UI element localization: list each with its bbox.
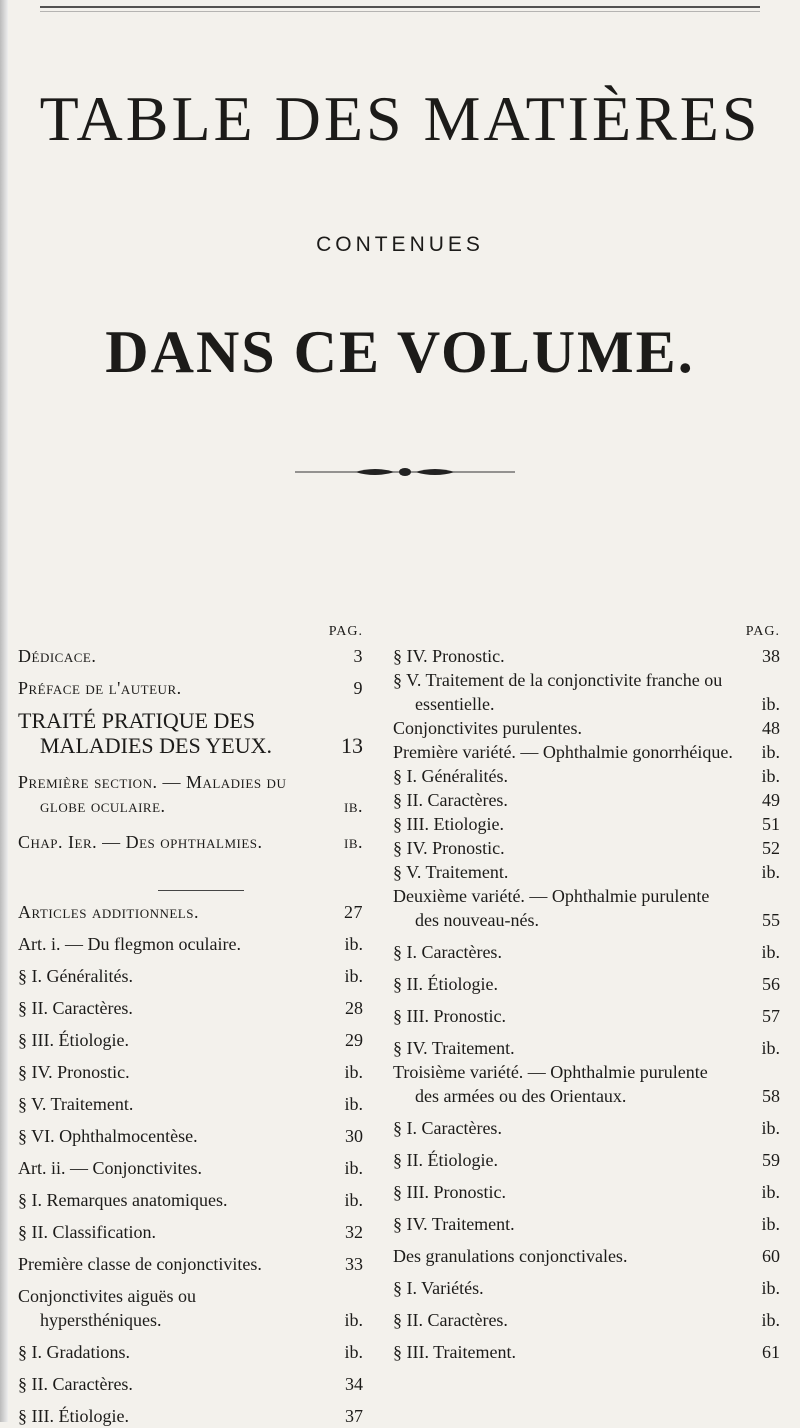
page-title-secondary: DANS CE VOLUME. [105, 319, 695, 385]
toc-entry-label: Dédicace. [18, 646, 97, 666]
toc-entry-label: § II. Caractères. [18, 1374, 133, 1394]
toc-entry[interactable] [393, 1276, 780, 1300]
toc-entry[interactable] [393, 812, 780, 836]
toc-entry[interactable] [393, 836, 780, 860]
toc-entry-page: 51 [762, 814, 780, 834]
toc-entry-page: ib. [761, 1214, 780, 1234]
toc-entry-label: § I. Caractères. [393, 942, 502, 962]
pag-column-heading: PAG. [328, 624, 363, 639]
toc-entry-label: § II. Classification. [18, 1222, 156, 1242]
toc-entry-page: 34 [345, 1374, 363, 1394]
toc-entry[interactable] [18, 1156, 363, 1180]
toc-entry-page: ib. [344, 1190, 363, 1210]
toc-entry-label: Première variété. — Ophthalmie gonorrhéique. [393, 742, 733, 762]
toc-entry-page: 52 [762, 838, 780, 858]
toc-entry-label: Troisième variété. — Ophthalmie purulente des armées ou des Orientaux. [393, 1062, 708, 1106]
toc-entry-label: § V. Traitement. [18, 1094, 134, 1114]
toc-entry[interactable] [18, 996, 363, 1020]
toc-entry[interactable] [18, 830, 363, 854]
toc-entry-page: 55 [762, 910, 780, 930]
page-title: TABLE DES MATIÈRES [39, 83, 761, 154]
toc-entry-page: 61 [762, 1342, 780, 1362]
toc-entry-page: 49 [762, 790, 780, 810]
page-subtitle: CONTENUES [316, 233, 484, 256]
toc-entry-page: 30 [345, 1126, 363, 1146]
toc-entry-page: ib. [344, 1342, 363, 1362]
toc-entry-page: 29 [345, 1030, 363, 1050]
toc-entry[interactable] [393, 740, 780, 764]
toc-entry[interactable] [393, 1116, 780, 1140]
toc-entry-page: ib. [761, 766, 780, 786]
toc-entry[interactable] [393, 1004, 780, 1028]
toc-entry-page: ib. [761, 1278, 780, 1298]
toc-entry[interactable] [18, 932, 363, 956]
toc-entry[interactable] [18, 770, 363, 818]
toc-entry-page: ib. [344, 1094, 363, 1114]
toc-entry-label: § I. Caractères. [393, 1118, 502, 1138]
toc-entry-label: § V. Traitement de la conjonctivite franche ou essentielle. [393, 670, 723, 714]
toc-entry[interactable] [393, 716, 780, 740]
toc-entry-label: § III. Traitement. [393, 1342, 516, 1362]
toc-entry[interactable] [18, 1028, 363, 1052]
toc-entry-page: ib. [344, 796, 363, 816]
toc-entry-page: 28 [345, 998, 363, 1018]
toc-entry[interactable] [393, 884, 780, 932]
toc-entry-label: § III. Etiologie. [393, 814, 504, 834]
toc-entry-label: Conjonctivites purulentes. [393, 718, 582, 738]
toc-entry-label: Art. ii. — Conjonctivites. [18, 1158, 202, 1178]
toc-entry-label: Articles additionnels. [18, 902, 199, 922]
toc-entry-label: Art. i. — Du flegmon oculaire. [18, 934, 241, 954]
toc-entry[interactable] [18, 1372, 363, 1396]
toc-entry-page: 58 [762, 1086, 780, 1106]
toc-entry-page: 32 [345, 1222, 363, 1242]
toc-entry[interactable] [393, 1308, 780, 1332]
toc-entry[interactable] [393, 1060, 780, 1108]
toc-entry[interactable] [18, 900, 363, 924]
toc-entry[interactable] [18, 1220, 363, 1244]
toc-entry-label: § III. Étiologie. [18, 1406, 129, 1426]
toc-entry[interactable] [18, 1092, 363, 1116]
toc-entry-page: ib. [761, 1182, 780, 1202]
toc-entry-label: § III. Étiologie. [18, 1030, 129, 1050]
toc-entry-label: Conjonctivites aiguës ou hypersthéniques. [18, 1286, 196, 1330]
toc-entry-page: 3 [353, 646, 363, 666]
toc-entry[interactable] [393, 860, 780, 884]
toc-entry-label: Deuxième variété. — Ophthalmie purulente des nouveau-nés. [393, 886, 710, 930]
toc-entry-label: Chap. Ier. — Des ophthalmies. [18, 832, 263, 852]
toc-entry[interactable] [18, 708, 363, 758]
toc-entry-label: § IV. Traitement. [393, 1214, 515, 1234]
toc-entry-page: 13 [341, 733, 363, 758]
toc-entry-label: § I. Remarques anatomiques. [18, 1190, 228, 1210]
section-divider [158, 890, 244, 891]
toc-entry-page: ib. [344, 1158, 363, 1178]
toc-entry-label: § V. Traitement. [393, 862, 509, 882]
toc-entry-page: ib. [344, 934, 363, 954]
toc-entry-label: Des granulations conjonctivales. [393, 1246, 628, 1266]
toc-entry-label: § IV. Traitement. [393, 1038, 515, 1058]
toc-entry-label: § IV. Pronostic. [393, 838, 505, 858]
toc-entry[interactable] [393, 1244, 780, 1268]
toc-entry-label: § I. Généralités. [18, 966, 133, 986]
toc-entry-page: ib. [344, 1062, 363, 1082]
toc-entry[interactable] [18, 964, 363, 988]
toc-entry-page: ib. [761, 742, 780, 762]
toc-entry-label: § III. Pronostic. [393, 1182, 506, 1202]
toc-entry-label: § I. Variétés. [393, 1278, 484, 1298]
pag-column-heading: PAG. [745, 624, 780, 639]
toc-entry[interactable] [393, 1036, 780, 1060]
toc-entry-page: 38 [762, 646, 780, 666]
toc-entry[interactable] [18, 1340, 363, 1364]
toc-entry[interactable] [393, 972, 780, 996]
toc-entry-label: Première section. — Maladies du globe oculaire. [18, 772, 287, 816]
toc-entry[interactable] [18, 1404, 363, 1428]
toc-entry-page: 9 [353, 678, 363, 698]
toc-entry-page: ib. [344, 1310, 363, 1330]
toc-entry-page: ib. [344, 966, 363, 986]
toc-entry-page: 33 [345, 1254, 363, 1274]
toc-entry-label: § IV. Pronostic. [18, 1062, 130, 1082]
top-border-rule-thin [40, 11, 760, 12]
toc-entry-label: § II. Étiologie. [393, 1150, 498, 1170]
toc-entry-label: § VI. Ophthalmocentèse. [18, 1126, 198, 1146]
toc-entry[interactable] [18, 644, 363, 668]
toc-right-column [393, 620, 780, 1364]
toc-entry-label: § III. Pronostic. [393, 1006, 506, 1026]
toc-entry-label: § II. Étiologie. [393, 974, 498, 994]
toc-entry[interactable] [393, 1212, 780, 1236]
toc-entry[interactable] [393, 644, 780, 668]
toc-entry[interactable] [18, 1188, 363, 1212]
toc-entry[interactable] [18, 1124, 363, 1148]
toc-entry-page: 56 [762, 974, 780, 994]
toc-entry[interactable] [393, 764, 780, 788]
toc-entry-label: § II. Caractères. [393, 1310, 508, 1330]
toc-entry[interactable] [18, 1252, 363, 1276]
toc-entry-page: ib. [761, 694, 780, 714]
toc-entry-label: § II. Caractères. [18, 998, 133, 1018]
toc-entry[interactable] [18, 676, 363, 700]
top-border-rule [40, 6, 760, 8]
toc-entry-page: ib. [761, 1038, 780, 1058]
toc-entry-page: 57 [762, 1006, 780, 1026]
toc-entry-page: 37 [345, 1406, 363, 1426]
toc-entry-page: 59 [762, 1150, 780, 1170]
toc-entry-page: ib. [761, 1118, 780, 1138]
toc-entry-page: 48 [762, 718, 780, 738]
toc-entry[interactable] [393, 1148, 780, 1172]
toc-entry[interactable] [393, 788, 780, 812]
toc-entry-label: TRAITÉ PRATIQUE DES MALADIES DES YEUX. [18, 708, 273, 758]
toc-entry-label: § I. Gradations. [18, 1342, 130, 1362]
toc-entry-page: 27 [344, 902, 363, 922]
toc-entry[interactable] [393, 1180, 780, 1204]
ornament-divider-icon [295, 466, 515, 478]
toc-entry-label: Préface de l'auteur. [18, 678, 182, 698]
toc-left-column [18, 620, 363, 1428]
toc-entry-page: 60 [762, 1246, 780, 1266]
toc-entry-page: ib. [761, 942, 780, 962]
toc-entry-label: Première classe de conjonctivites. [18, 1254, 262, 1274]
toc-entry-page: ib. [344, 832, 363, 852]
toc-entry-label: § I. Généralités. [393, 766, 508, 786]
toc-entry-page: ib. [761, 1310, 780, 1330]
toc-entry[interactable] [393, 1340, 780, 1364]
toc-entry[interactable] [18, 1060, 363, 1084]
page-edge-shadow [0, 0, 8, 1422]
toc-entry-label: § IV. Pronostic. [393, 646, 505, 666]
toc-entry[interactable] [393, 668, 780, 716]
toc-entry-label: § II. Caractères. [393, 790, 508, 810]
toc-entry-page: ib. [761, 862, 780, 882]
toc-entry[interactable] [18, 1284, 363, 1332]
toc-entry[interactable] [393, 940, 780, 964]
